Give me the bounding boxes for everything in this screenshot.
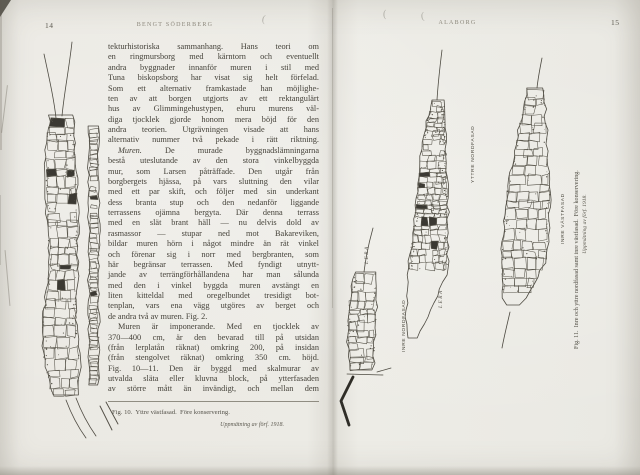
fig11-attribution: Uppmätning av förf. 1918.: [582, 194, 588, 254]
text-line: terrassens ojämna bergyta. Där denna terrass: [108, 208, 319, 217]
scan-edge-left-2: [0, 195, 1, 265]
fig11-caption-block: [574, 99, 588, 349]
text-line: andra teorien. Utgrävningen visade att hans: [108, 125, 319, 134]
scan-artifact: (: [420, 10, 425, 23]
text-line: de andra två av muren. Fig. 2.: [108, 311, 208, 321]
text-line: tekturhistoriska sammanhang. Hans teori om: [108, 42, 319, 51]
text-line: en ringmursborg med kärntorn och eventuellt: [108, 52, 319, 62]
scan-page-edge-line: [5, 250, 11, 306]
label-yttre-nordfasad: YTTRE NORDFASAD: [471, 125, 476, 183]
text-line: rasmassor — stupar ned mot Bakareviken,: [108, 228, 319, 238]
text-line: (från stengolvet räknat) omkring 350 cm. höjd.: [108, 353, 319, 363]
caption-rule: [108, 401, 319, 402]
text-line: utvalda släta eller kluvna block, på ytterfasaden: [108, 374, 319, 383]
text-line: bildar muren hörn i något mindre än rät vinkel: [108, 239, 319, 249]
text-line: hus av Glimmingehustypen, ehuru murens väl-: [108, 104, 319, 114]
text-line: mur, som Larsen påträffade. Den utgår från: [108, 166, 319, 176]
text-line: diga tjocklek gjorde honom mera böjd för den: [108, 114, 319, 124]
annotation-lera-1: LERA: [364, 245, 370, 264]
text-line: med en slät brant häll — nu delvis dold av: [108, 218, 319, 228]
text-line: liten kitteldal med oregelbundet tresidigt bot-: [108, 291, 319, 300]
text-line: 370—400 cm, är den bevarad till på utsidan: [108, 332, 319, 342]
label-inre-vastfasad: INRE VÄSTFASAD: [561, 193, 566, 244]
text-line: tenplan, vars ena vägg utgöres av berget och: [108, 301, 319, 311]
label-inre-nordfasad: INRE NORDFASAD: [402, 299, 407, 352]
running-header-left: BENGT SÖDERBERG: [136, 22, 214, 28]
page-number-left: 14: [45, 21, 54, 30]
annotation-lera-2: LERA: [438, 289, 444, 308]
fig11-caption: Fig. 11. Inre och yttre nordfasad samt inre västfasad. Före konservering.: [574, 170, 580, 349]
fig10-attribution: Uppmätning av förf. 1918.: [220, 422, 284, 428]
text-line: alternativ nummer två pekade i rätt riktning.: [108, 135, 319, 145]
text-line: andra byggnader innanför muren i stil med: [108, 62, 319, 72]
scan-bottom-shade: [0, 466, 640, 475]
text-line: av större mått än invändigt, och mellan dem: [108, 384, 319, 394]
text-line: jande av terrängförhållandena har man sålunda: [108, 270, 319, 280]
text-line: dess branta stup och den nedanför liggande: [108, 197, 319, 207]
text-line: Muren. De murade byggnadslämningarna: [118, 145, 319, 155]
scan-artifact: (: [261, 13, 267, 26]
text-line: bestå uteslutande av den stora vinkelbyggda: [108, 156, 319, 166]
text-line: (från lerplatån räknat) omkring 200, på insidan: [108, 342, 319, 352]
fig10-wall-drawing: [26, 34, 118, 438]
text-line: här begränsar terrassen. Med fyndigt utnytt-: [108, 259, 319, 269]
fig11-inre-vastfasad-drawing: [488, 58, 570, 350]
body-text: [108, 42, 319, 395]
text-line: Som ett alternativ framkastade han möjlighe-: [108, 83, 319, 93]
text-line: Fig. 10—11. Den är byggd med skalmurar av: [108, 363, 319, 373]
scan-page-edge-line: [1, 85, 8, 133]
running-header-right: ALABORG: [438, 20, 477, 26]
text-line: och förenar sig i norr med bergbranten, som: [108, 249, 319, 259]
text-line: borgbergets hjässa, på vars sluttning den vilar: [108, 176, 319, 186]
fig10-caption: Fig. 10. Yttre västfasad. Före konservering.: [112, 409, 230, 416]
text-line: ten av att borgen utgjorts av ett rektangulärt: [108, 93, 319, 103]
text-line: med ett par skift, och följer med sin underkant: [108, 187, 319, 197]
text-line: med den i vinkel byggda muren avstängt en: [108, 280, 319, 290]
text-line: Muren är imponerande. Med en tjocklek av: [118, 322, 319, 332]
scan-artifact: (: [383, 9, 387, 20]
text-line: Tuna biskopsborg har visat sig helt förfelad.: [108, 73, 319, 83]
page-number-right: 15: [611, 18, 620, 27]
